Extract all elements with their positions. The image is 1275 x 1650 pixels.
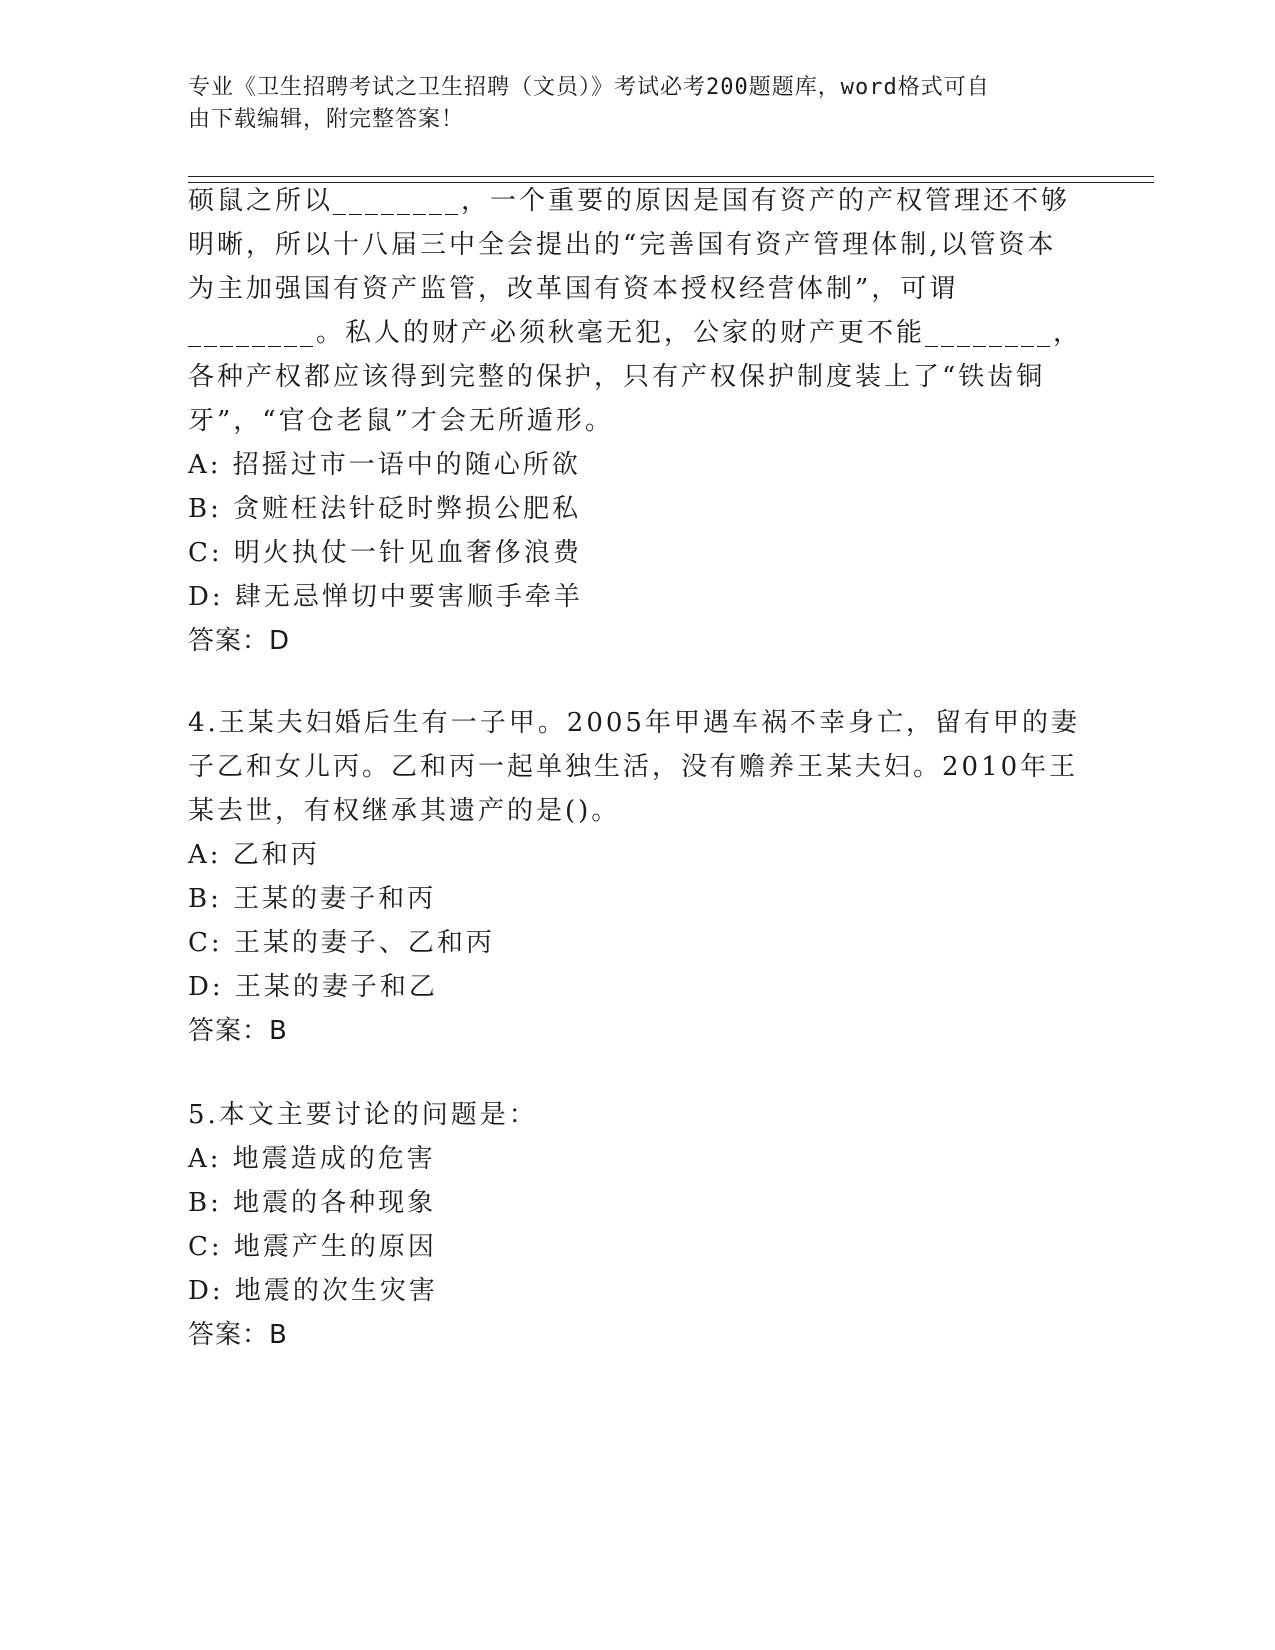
question-4-answer: 答案：B [188, 1016, 288, 1046]
question-4-line-2: 子乙和女儿丙。乙和丙一起单独生活，没有赡养王某夫妇。2010年王 [188, 752, 1079, 782]
question-4-line-1: 4.王某夫妇婚后生有一子甲。2005年甲遇车祸不幸身亡，留有甲的妻 [188, 708, 1080, 738]
question-3-line-5: 各种产权都应该得到完整的保护，只有产权保护制度装上了“铁齿铜 [188, 362, 1046, 392]
question-3-option-d: D: 肆无忌惮切中要害顺手牵羊 [188, 582, 583, 612]
question-3-line-1: 硕鼠之所以________，一个重要的原因是国有资产的产权管理还不够 [188, 186, 1071, 216]
question-4-option-c: C: 王某的妻子、乙和丙 [188, 928, 495, 958]
question-5-line-1: 5.本文主要讨论的问题是： [188, 1100, 538, 1130]
question-3-line-6: 牙”，“官仓老鼠”才会无所遁形。 [188, 406, 614, 436]
question-3-answer: 答案：D [188, 626, 291, 656]
question-3-line-3: 为主加强国有资产监管，改革国有资本授权经营体制”，可谓 [188, 274, 959, 304]
header-divider-bottom [188, 182, 1154, 183]
header-divider-top [188, 176, 1154, 177]
question-5-option-b: B: 地震的各种现象 [188, 1188, 437, 1218]
document-header [188, 72, 1088, 136]
question-5-option-d: D: 地震的次生灾害 [188, 1276, 438, 1306]
question-3-line-4: ________。私人的财产必须秋毫无犯，公家的财产更不能________， [188, 318, 1083, 348]
question-3-line-2: 明晰，所以十八届三中全会提出的“完善国有资产管理体制,以管资本 [188, 230, 1057, 260]
question-5-option-a: A: 地震造成的危害 [188, 1144, 436, 1174]
question-3-option-a: A: 招摇过市一语中的随心所欲 [188, 450, 581, 480]
header-line-1: 专业《卫生招聘考试之卫生招聘（文员）》考试必考200题题库，word格式可自 [188, 75, 990, 100]
question-4-option-a: A: 乙和丙 [188, 840, 320, 870]
question-4-option-d: D: 王某的妻子和乙 [188, 972, 438, 1002]
header-line-2: 由下载编辑，附完整答案！ [188, 107, 465, 132]
question-5-option-c: C: 地震产生的原因 [188, 1232, 437, 1262]
question-4-option-b: B: 王某的妻子和丙 [188, 884, 437, 914]
question-3-option-c: C: 明火执仗一针见血奢侈浪费 [188, 538, 582, 568]
question-3-option-b: B: 贪赃枉法针砭时弊损公肥私 [188, 494, 582, 524]
question-5-answer: 答案：B [188, 1320, 288, 1350]
question-4-line-3: 某去世，有权继承其遗产的是()。 [188, 796, 621, 826]
